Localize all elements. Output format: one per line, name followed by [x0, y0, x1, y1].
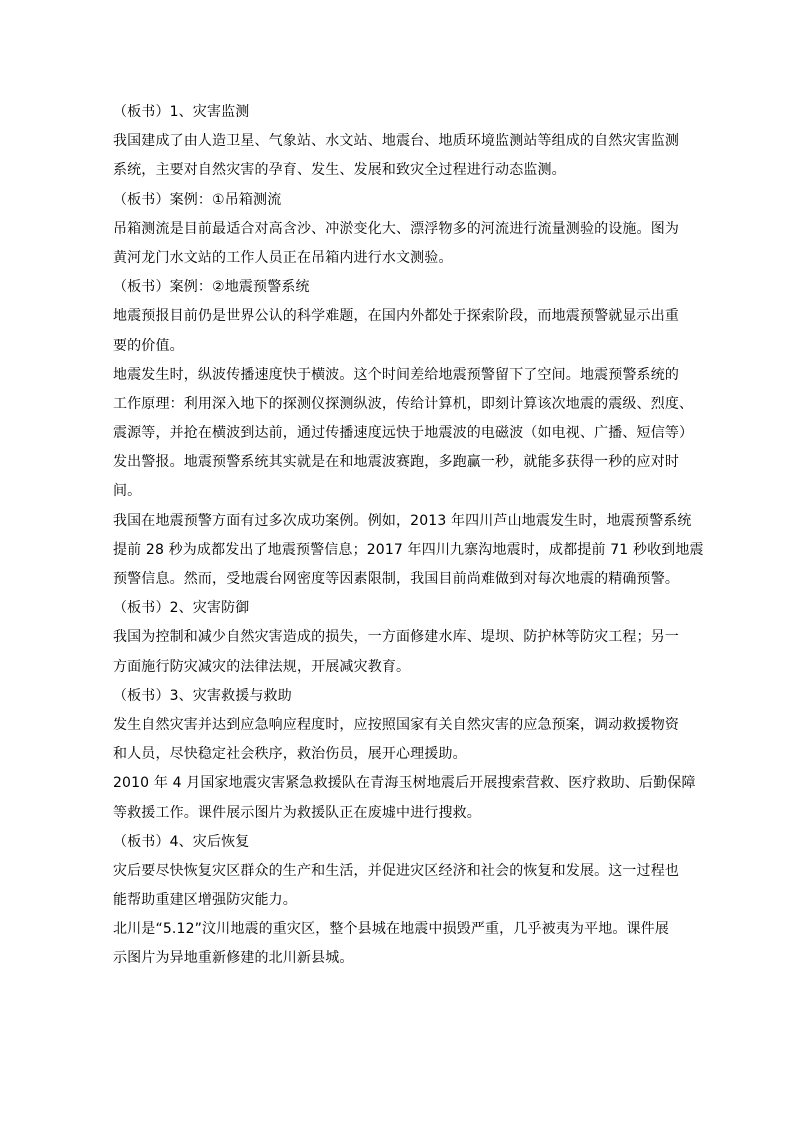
section-heading [113, 273, 688, 302]
text-line: 我国建成了由人造卫星、气象站、水文站、地震台、地质环境监测站等组成的自然灾害监测 [113, 133, 679, 150]
text-line: （板书）案例：①吊箱测流 [113, 191, 282, 208]
text-line: （板书）3、灾害救援与救助 [113, 687, 292, 704]
text-line: 黄河龙门水文站的工作人员正在吊箱内进行水文测验。 [113, 249, 453, 266]
body-paragraph [113, 361, 694, 507]
text-line: 地震预报目前仍是世界公认的科学难题，在国内外都处于探索阶段，而地震预警就显示出重 [113, 308, 679, 325]
text-line: 震源等，并抢在横波到达前，通过传播速度远快于地震波的电磁波（如电视、广播、短信等） [113, 425, 694, 442]
body-paragraph [113, 302, 688, 360]
body-paragraph [113, 915, 688, 973]
body-paragraph [113, 127, 688, 185]
section-heading [113, 828, 688, 857]
text-line: 地震发生时，纵波传播速度快于横波。这个时间差给地震预警留下了空间。地震预警系统的 [113, 366, 679, 383]
section-heading [113, 682, 688, 711]
text-line: （板书）2、灾害防御 [113, 600, 250, 617]
text-line: 要的价值。 [113, 337, 184, 354]
text-line: 我国为控制和减少自然灾害造成的损失，一方面修建水库、堤坝、防护林等防灾工程；另一 [113, 629, 679, 646]
text-line: 和人员，尽快稳定社会秩序，救治伤员，展开心理援助。 [113, 746, 467, 763]
body-paragraph [113, 215, 688, 273]
text-line: 2010 年 4 月国家地震灾害紧急救援队在青海玉树地震后开展搜索营救、医疗救助、后勤保障 [113, 775, 696, 792]
text-line: 发出警报。地震预警系统其实就是在和地震波赛跑，多跑赢一秒，就能多获得一秒的应对时 [113, 454, 679, 471]
body-paragraph [113, 857, 688, 915]
body-paragraph [113, 623, 688, 681]
text-line: 吊箱测流是目前最适合对高含沙、冲淤变化大、漂浮物多的河流进行流量测验的设施。图为 [113, 220, 679, 237]
text-line: 我国在地震预警方面有过多次成功案例。例如，2013 年四川芦山地震发生时，地震预警系统 [113, 512, 692, 529]
text-line: 发生自然灾害并达到应急响应程度时，应按照国家有关自然灾害的应急预案，调动救援物资 [113, 716, 679, 733]
body-paragraph [113, 769, 696, 827]
text-line: 预警信息。然而，受地震台网密度等因素限制，我国目前尚难做到对每次地震的精确预警。 [113, 571, 679, 587]
text-line: 方面施行防灾减灾的法律法规，开展减灾教育。 [113, 658, 411, 675]
text-line: 工作原理：利用深入地下的探测仪探测纵波，传给计算机，即刻计算该次地震的震级、烈度、 [113, 395, 694, 412]
text-line: 等救援工作。课件展示图片为救援队正在废墟中进行搜救。 [113, 804, 481, 821]
text-line: 间。 [113, 483, 142, 500]
body-paragraph [113, 507, 704, 595]
document-body [113, 98, 704, 974]
text-line: （板书）1、灾害监测 [113, 104, 250, 120]
section-heading [113, 98, 688, 127]
text-line: 提前 28 秒为成都发出了地震预警信息；2017 年四川九寨沟地震时，成都提前 71 秒收到地震 [113, 541, 704, 558]
section-heading [113, 594, 688, 623]
text-line: 北川是“5.12”汶川地震的重灾区，整个县城在地震中损毁严重，几乎被夷为平地。课件展 [113, 921, 669, 938]
body-paragraph [113, 711, 688, 769]
section-heading [113, 186, 688, 215]
text-line: 示图片为异地重新修建的北川新县城。 [113, 950, 354, 967]
text-line: 能帮助重建区增强防灾能力。 [113, 892, 297, 909]
text-line: （板书）案例：②地震预警系统 [113, 279, 310, 296]
text-line: 灾后要尽快恢复灾区群众的生产和生活，并促进灾区经济和社会的恢复和发展。这一过程也 [113, 862, 679, 879]
text-line: 系统，主要对自然灾害的孕育、发生、发展和致灾全过程进行动态监测。 [113, 162, 566, 179]
text-line: （板书）4、灾后恢复 [113, 833, 250, 850]
